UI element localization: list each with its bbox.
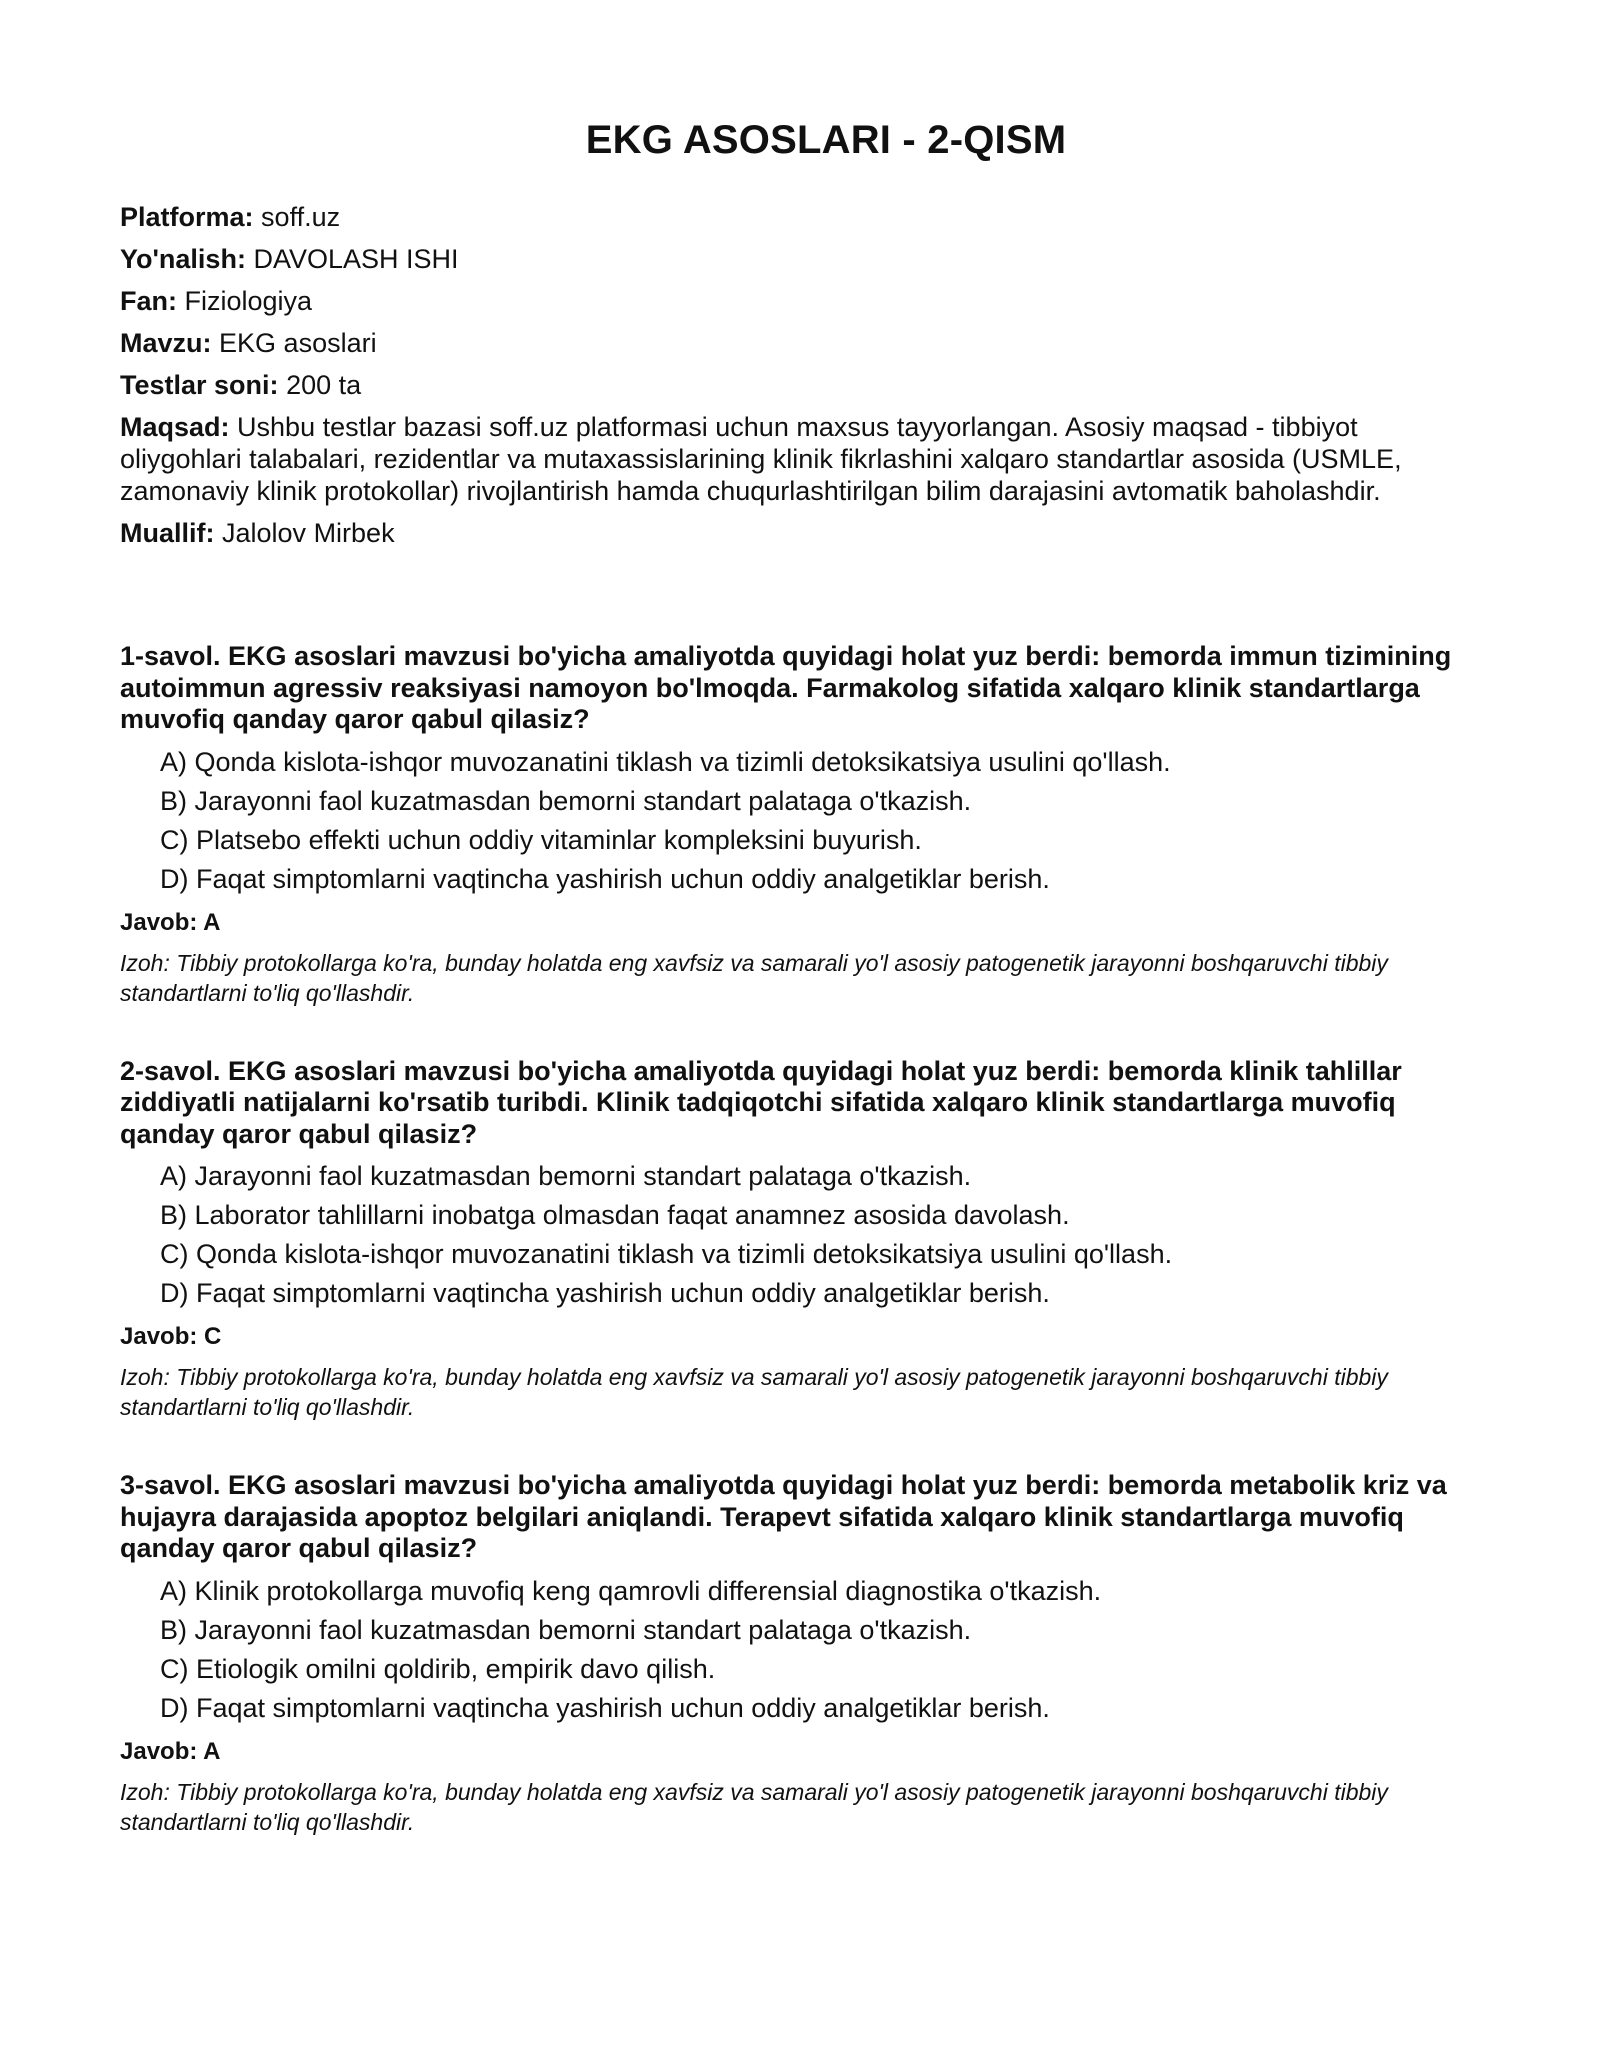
meta-key: Platforma: — [120, 202, 254, 232]
meta-subject — [120, 285, 1480, 317]
answer-option-c: C) Qonda kislota-ishqor muvozanatini tiklash va tizimli detoksikatsiya usulini qo'llash. — [160, 1239, 1173, 1269]
answer-explanation: Izoh: Tibbiy protokollarga ko'ra, bunday holatda eng xavfsiz va samarali yo'l asosiy patogenetik jarayonni boshqaruvchi tibbiy standartlarni to'liq qo'llashdir. — [120, 949, 1388, 1006]
meta-value: DAVOLASH ISHI — [253, 244, 459, 274]
meta-key: Fan: — [120, 286, 177, 316]
correct-answer: Javob: A — [120, 908, 221, 936]
answer-option-b: B) Laborator tahlillarni inobatga olmasdan faqat anamnez asosida davolash. — [160, 1200, 1070, 1230]
question-text: 2-savol. EKG asoslari mavzusi bo'yicha amaliyotda quyidagi holat yuz berdi: bemorda klinik tahlillar ziddiyatli natijalarni ko'rsatib turibdi. Klinik tadqiqotchi sifatida xalqaro klinik standartlarga muvofiq qanday qaror qabul qilasiz? — [120, 1055, 1402, 1149]
answer-option-c: C) Etiologik omilni qoldirib, empirik davo qilish. — [160, 1653, 716, 1684]
meta-topic — [120, 327, 1480, 359]
meta-value: Fiziologiya — [184, 286, 313, 316]
correct-answer: Javob: C — [120, 1323, 222, 1350]
question-3 — [120, 1470, 1480, 1837]
correct-answer: Javob: A — [120, 1737, 221, 1765]
answer-option-a: A) Jarayonni faol kuzatmasdan bemorni standart palataga o'tkazish. — [160, 1161, 972, 1191]
meta-purpose — [120, 411, 1480, 507]
meta-author — [120, 517, 1480, 549]
answer-option-c: C) Platsebo effekti uchun oddiy vitaminlar kompleksini buyurish. — [160, 824, 922, 855]
answer-explanation: Izoh: Tibbiy protokollarga ko'ra, bunday holatda eng xavfsiz va samarali yo'l asosiy patogenetik jarayonni boshqaruvchi tibbiy standartlarni to'liq qo'llashdir. — [120, 1364, 1388, 1420]
question-text: 3-savol. EKG asoslari mavzusi bo'yicha amaliyotda quyidagi holat yuz berdi: bemorda metabolik kriz va hujayra darajasida apoptoz belgilari aniqlandi. Terapevt sifatida xalqaro klinik standartlarga muvofiq qanday qaror qabul qilasiz? — [120, 1470, 1447, 1563]
answer-option-d: D) Faqat simptomlarni vaqtincha yashirish uchun oddiy analgetiklar berish. — [160, 1278, 1050, 1308]
document-title: EKG ASOSLARI - 2-QISM — [585, 118, 1067, 162]
answer-option-b: B) Jarayonni faol kuzatmasdan bemorni standart palataga o'tkazish. — [160, 1614, 972, 1645]
meta-direction — [120, 243, 1480, 275]
answer-explanation: Izoh: Tibbiy protokollarga ko'ra, bunday holatda eng xavfsiz va samarali yo'l asosiy patogenetik jarayonni boshqaruvchi tibbiy standartlarni to'liq qo'llashdir. — [120, 1778, 1388, 1835]
meta-key: Yo'nalish: — [120, 244, 246, 274]
meta-value: EKG asoslari — [219, 328, 377, 358]
meta-key: Mavzu: — [120, 328, 212, 358]
meta-test-count — [120, 369, 1480, 401]
meta-key: Muallif: — [120, 518, 215, 548]
question-1 — [120, 641, 1480, 1008]
answer-option-d: D) Faqat simptomlarni vaqtincha yashirish uchun oddiy analgetiklar berish. — [160, 1692, 1050, 1723]
meta-value: Ushbu testlar bazasi soff.uz platformasi uchun maxsus tayyorlangan. Asosiy maqsad - tibbiyot oliygohlari talabalari, rezidentlar va mutaxassislarining klinik fikrlashini xalqaro standartlar asosida (USMLE, zamonaviy klinik protokollar) rivojlantirish hamda chuqurlashtirilgan bilim darajasini avtomatik baholashdir. — [120, 412, 1402, 506]
document-page — [120, 118, 1480, 1837]
meta-value: Jalolov Mirbek — [222, 518, 395, 548]
meta-section — [120, 201, 1480, 549]
question-text: 1-savol. EKG asoslari mavzusi bo'yicha amaliyotda quyidagi holat yuz berdi: bemorda immun tizimining autoimmun agressiv reaksiyasi namoyon bo'lmoqda. Farmakolog sifatida xalqaro klinik standartlarga muvofiq qanday qaror qabul qilasiz? — [120, 641, 1452, 734]
meta-key: Testlar soni: — [120, 370, 279, 400]
meta-platform — [120, 201, 1480, 233]
meta-key: Maqsad: — [120, 412, 230, 442]
meta-value: 200 ta — [286, 370, 362, 400]
question-2 — [120, 1056, 1480, 1423]
meta-value: soff.uz — [261, 202, 341, 232]
answer-option-d: D) Faqat simptomlarni vaqtincha yashirish uchun oddiy analgetiklar berish. — [160, 863, 1050, 894]
answer-option-b: B) Jarayonni faol kuzatmasdan bemorni standart palataga o'tkazish. — [160, 785, 972, 816]
answer-option-a: A) Klinik protokollarga muvofiq keng qamrovli differensial diagnostika o'tkazish. — [160, 1575, 1102, 1606]
answer-option-a: A) Qonda kislota-ishqor muvozanatini tiklash va tizimli detoksikatsiya usulini qo'llash. — [160, 746, 1171, 777]
